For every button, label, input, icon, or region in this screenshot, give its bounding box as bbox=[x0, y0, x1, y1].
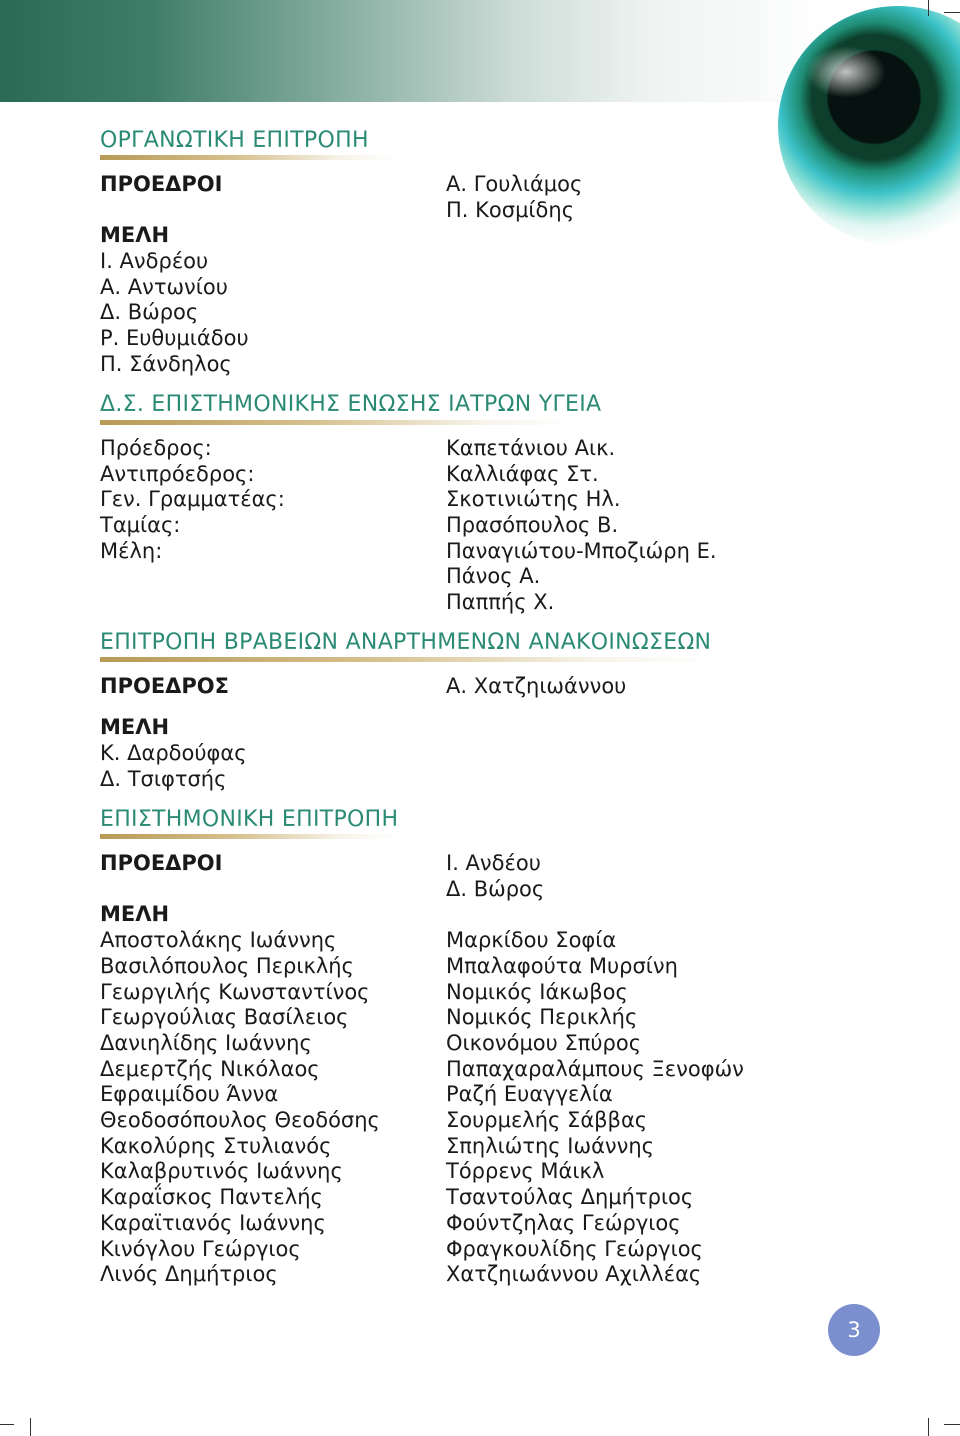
board-name: Παναγιώτου-Μποζιώρη Ε. bbox=[446, 539, 717, 563]
crop-mark-bottom-left bbox=[30, 1418, 31, 1436]
members-label: ΜΕΛΗ bbox=[100, 902, 170, 926]
member-name: Νομικός Ιάκωβος bbox=[446, 980, 628, 1004]
member-row bbox=[0, 1056, 960, 1082]
member-row bbox=[0, 766, 960, 792]
crop-mark-top-right bbox=[928, 0, 929, 16]
scientific-members-label-row bbox=[0, 901, 960, 927]
member-name: Αποστολάκης Ιωάννης bbox=[100, 928, 337, 952]
board-role: Αντιπρόεδρος: bbox=[100, 462, 255, 486]
member-name: Φούντζηλας Γεώργιος bbox=[446, 1211, 681, 1235]
organizing-committee-heading: ΟΡΓΑΝΩΤΙΚΗ ΕΠΙΤΡΟΠΗ bbox=[100, 128, 369, 153]
member-row bbox=[0, 325, 960, 351]
member-name: Δανιηλίδης Ιωάννης bbox=[100, 1031, 312, 1055]
chair-name: Π. Κοσμίδης bbox=[446, 198, 575, 222]
member-name: Νομικός Περικλής bbox=[446, 1005, 638, 1029]
member-row bbox=[0, 1081, 960, 1107]
chair-name: Α. Γουλιάμος bbox=[446, 172, 583, 196]
member-name: Θεοδοσόπουλος Θεοδόσης bbox=[100, 1108, 380, 1132]
member-name: Α. Αντωνίου bbox=[100, 275, 228, 299]
chair-label: ΠΡΟΕΔΡΟΣ bbox=[100, 674, 230, 698]
member-name: Ραζή Ευαγγελία bbox=[446, 1082, 613, 1106]
member-row bbox=[0, 1261, 960, 1287]
chair-name: Α. Χατζηιωάννου bbox=[446, 674, 627, 698]
member-row bbox=[0, 248, 960, 274]
board-name: Σκοτινιώτης Ηλ. bbox=[446, 487, 621, 511]
member-name: Κινόγλου Γεώργιος bbox=[100, 1237, 301, 1261]
crop-mark-bottom-right bbox=[928, 1418, 929, 1436]
header-banner bbox=[0, 0, 830, 102]
scientific-chairs-row bbox=[0, 876, 960, 902]
member-name: Δ. Βώρος bbox=[100, 300, 199, 324]
member-row bbox=[0, 979, 960, 1005]
board-role: Ταμίας: bbox=[100, 513, 181, 537]
member-row bbox=[0, 299, 960, 325]
member-name: Καραΐσκος Παντελής bbox=[100, 1185, 323, 1209]
organizing-chairs-row bbox=[0, 197, 960, 223]
member-row bbox=[0, 1004, 960, 1030]
lens-highlight bbox=[806, 46, 886, 98]
chair-name: Δ. Βώρος bbox=[446, 877, 545, 901]
member-name: Ρ. Ευθυμιάδου bbox=[100, 326, 249, 350]
member-name: Βασιλόπουλος Περικλής bbox=[100, 954, 354, 978]
board-row bbox=[0, 461, 960, 487]
member-name: Οικονόμου Σπύρος bbox=[446, 1031, 642, 1055]
chairs-label: ΠΡΟΕΔΡΟΙ bbox=[100, 172, 223, 196]
heading-underline bbox=[100, 834, 400, 839]
member-name: Κ. Δαρδούφας bbox=[100, 741, 247, 765]
member-name: Μπαλαφούτα Μυρσίνη bbox=[446, 954, 678, 978]
member-name: Καραϊτιανός Ιωάννης bbox=[100, 1211, 326, 1235]
member-name: Τόρρενς Μάικλ bbox=[446, 1159, 605, 1183]
member-row bbox=[0, 351, 960, 377]
member-row bbox=[0, 274, 960, 300]
member-name: Λινός Δημήτριος bbox=[100, 1262, 278, 1286]
member-name: Γεωργούλιας Βασίλειος bbox=[100, 1005, 349, 1029]
member-name: Φραγκουλίδης Γεώργιος bbox=[446, 1237, 703, 1261]
member-name: Χατζηιωάννου Αχιλλέας bbox=[446, 1262, 702, 1286]
member-row bbox=[0, 927, 960, 953]
member-name: Π. Σάνδηλος bbox=[100, 352, 232, 376]
member-name: Καλαβρυτινός Ιωάννης bbox=[100, 1159, 343, 1183]
board-name: Παππής Χ. bbox=[446, 590, 555, 614]
member-name: Παπαχαραλάμπους Ξενοφών bbox=[446, 1057, 744, 1081]
member-row bbox=[0, 953, 960, 979]
scientific-committee-heading: ΕΠΙΣΤΗΜΟΝΙΚΗ ΕΠΙΤΡΟΠΗ bbox=[100, 807, 399, 832]
board-heading: Δ.Σ. ΕΠΙΣΤΗΜΟΝΙΚΗΣ ΕΝΩΣΗΣ ΙΑΤΡΩΝ ΥΓΕΙΑ bbox=[100, 392, 602, 417]
member-name: Μαρκίδου Σοφία bbox=[446, 928, 617, 952]
board-row bbox=[0, 563, 960, 589]
scientific-chairs-row bbox=[0, 850, 960, 876]
crop-mark-bottom-right-h bbox=[944, 1424, 960, 1425]
member-row bbox=[0, 1158, 960, 1184]
crop-mark-bottom-left-h bbox=[0, 1424, 14, 1425]
member-name: Σπηλιώτης Ιωάννης bbox=[446, 1134, 655, 1158]
board-role: Γεν. Γραμματέας: bbox=[100, 487, 285, 511]
board-name: Καπετάνιου Αικ. bbox=[446, 436, 616, 460]
member-row bbox=[0, 740, 960, 766]
member-row bbox=[0, 1030, 960, 1056]
chair-name: Ι. Ανδέου bbox=[446, 851, 541, 875]
chairs-label: ΠΡΟΕΔΡΟΙ bbox=[100, 851, 223, 875]
heading-underline bbox=[100, 155, 400, 160]
crop-mark-top-right-h bbox=[944, 12, 960, 13]
board-row bbox=[0, 512, 960, 538]
member-name: Γεωργιλής Κωνσταντίνος bbox=[100, 980, 370, 1004]
members-label: ΜΕΛΗ bbox=[100, 223, 170, 247]
awards-chair-row bbox=[0, 673, 960, 699]
member-name: Εφραιμίδου Άννα bbox=[100, 1082, 279, 1106]
organizing-members-label-row bbox=[0, 222, 960, 248]
board-role: Μέλη: bbox=[100, 539, 163, 563]
member-row bbox=[0, 1107, 960, 1133]
board-row bbox=[0, 486, 960, 512]
members-label: ΜΕΛΗ bbox=[100, 715, 170, 739]
board-role: Πρόεδρος: bbox=[100, 436, 212, 460]
member-name: Ι. Ανδρέου bbox=[100, 249, 209, 273]
page-number: 3 bbox=[828, 1304, 880, 1356]
member-name: Σουρμελής Σάββας bbox=[446, 1108, 648, 1132]
board-row bbox=[0, 589, 960, 615]
heading-underline bbox=[100, 657, 715, 662]
member-name: Τσαντούλας Δημήτριος bbox=[446, 1185, 694, 1209]
board-name: Καλλιάφας Στ. bbox=[446, 462, 599, 486]
board-row bbox=[0, 435, 960, 461]
member-name: Κακολύρης Στυλιανός bbox=[100, 1134, 332, 1158]
heading-underline bbox=[100, 420, 575, 425]
board-name: Πάνος Α. bbox=[446, 564, 541, 588]
member-row bbox=[0, 1210, 960, 1236]
member-row bbox=[0, 1184, 960, 1210]
board-name: Πρασόπουλος Β. bbox=[446, 513, 619, 537]
member-row bbox=[0, 1236, 960, 1262]
awards-members-label-row bbox=[0, 714, 960, 740]
organizing-chairs-row bbox=[0, 171, 960, 197]
member-row bbox=[0, 1133, 960, 1159]
member-name: Δ. Τσιφτσής bbox=[100, 767, 227, 791]
awards-committee-heading: ΕΠΙΤΡΟΠΗ ΒΡΑΒΕΙΩΝ ΑΝΑΡΤΗΜΕΝΩΝ ΑΝΑΚΟΙΝΩΣΕΩΝ bbox=[100, 630, 712, 655]
member-name: Δεμερτζής Νικόλαος bbox=[100, 1057, 320, 1081]
board-row bbox=[0, 538, 960, 564]
